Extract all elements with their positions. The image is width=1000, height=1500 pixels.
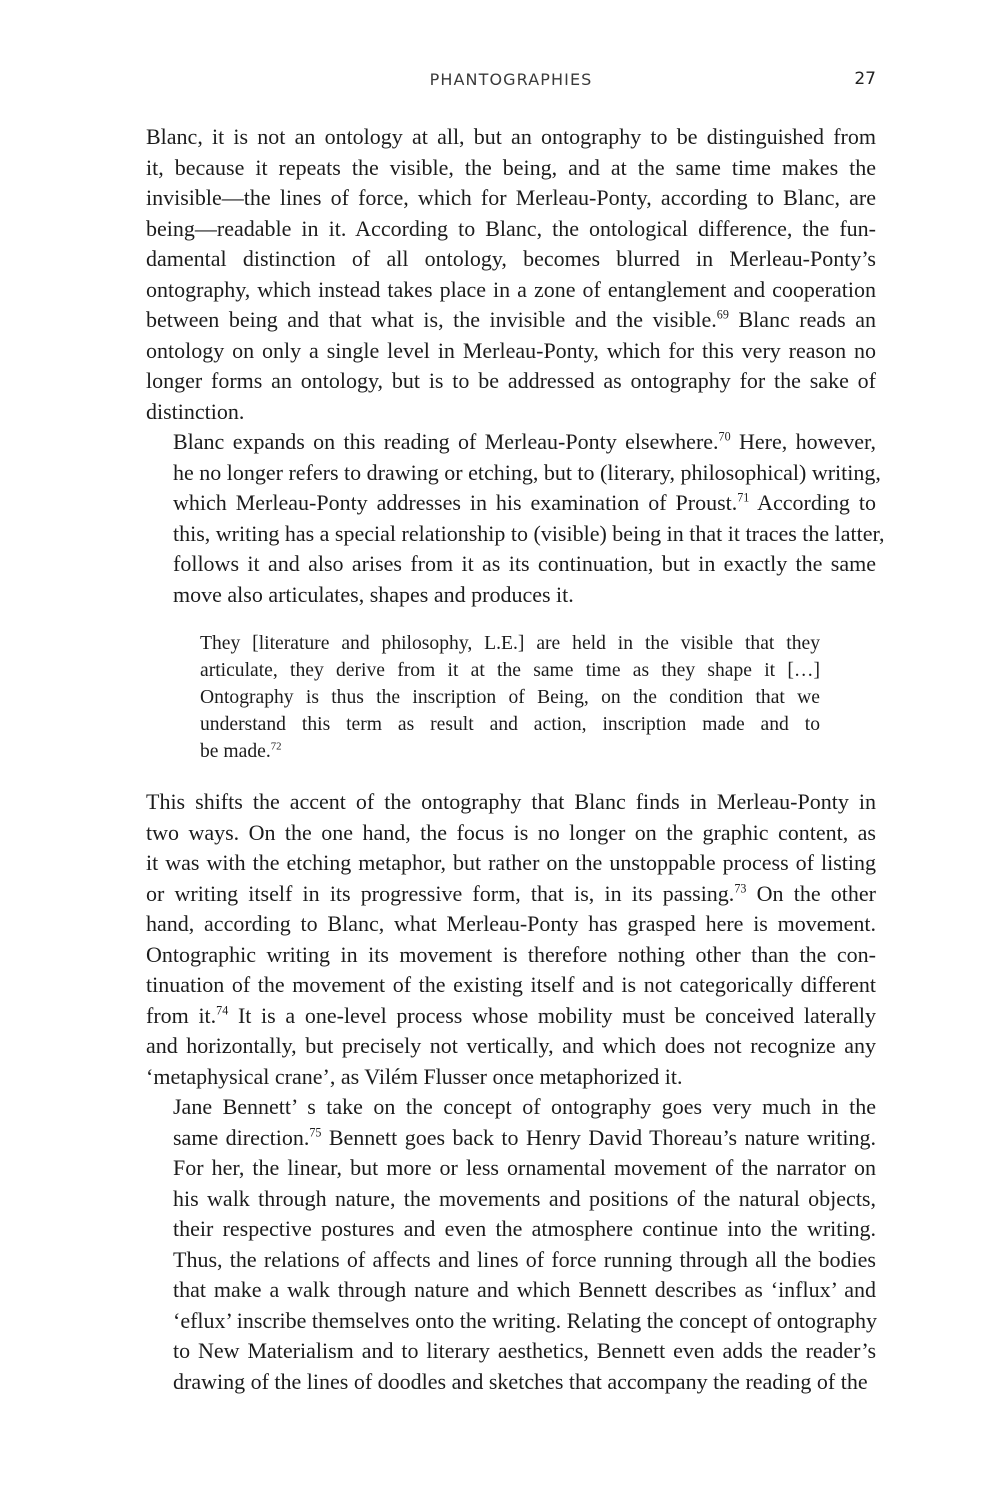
text-line: two ways. On the one hand, the focus is no longer on the graphic content, as — [146, 819, 876, 845]
page-number: 27 — [854, 69, 876, 89]
text-line: his walk through nature, the movements and positions of the natural objects, — [173, 1185, 876, 1211]
text-line: being—readable in it. According to Blanc, the ontological difference, the fun- — [146, 215, 876, 241]
text-line: he no longer refers to drawing or etching, but to (literary, philosophical) writing, — [173, 459, 881, 485]
text-line: ontology on only a single level in Merleau-Ponty, which for this very reason no — [146, 337, 876, 363]
text-line: For her, the linear, but more or less ornamental movement of the narrator on — [173, 1155, 876, 1180]
footnote-ref: 69 — [716, 307, 729, 322]
text-line: This shifts the accent of the ontography that Blanc finds in Merleau-Ponty in — [146, 789, 876, 814]
running-title: PHANTOGRAPHIES — [429, 70, 593, 89]
text-line: it was with the etching metaphor, but rather on the unstoppable process of listing — [146, 850, 876, 875]
running-header — [146, 70, 876, 98]
text-line: follows it and also arises from it as its continuation, but in exactly the same — [173, 551, 876, 576]
text-line: distinction. — [146, 398, 245, 424]
paragraph — [146, 427, 885, 610]
footnote-ref: 72 — [270, 740, 282, 753]
footnote-ref: 71 — [737, 490, 750, 505]
text-line: it, because it repeats the visible, the being, and at the same time makes the — [146, 154, 876, 180]
text-line: this, writing has a special relationship to (visible) being in that it traces the latter, — [173, 520, 885, 546]
paragraph — [146, 787, 876, 1092]
text-line: between being and that what is, the invisible and the visible.$^{69}$ Blanc reads an — [146, 307, 876, 332]
text-line: ‘metaphysical crane’, as Vilém Flusser once metaphorized it. — [146, 1063, 683, 1089]
text-line: longer forms an ontology, but is to be addressed as ontography for the sake of — [146, 368, 876, 393]
text-line: invisible—the lines of force, which for Merleau-Ponty, according to Blanc, are — [146, 185, 876, 210]
text-line: ‘eflux’ inscribe themselves onto the writing. Relating the concept of ontography — [173, 1307, 878, 1333]
text-line: Thus, the relations of affects and lines of force running through all the bodies — [173, 1246, 876, 1272]
text-line: their respective postures and even the atmosphere continue into the writing. — [173, 1216, 876, 1241]
footnote-ref: 75 — [309, 1125, 322, 1140]
text-line: ontography, which instead takes place in a zone of entanglement and cooperation — [146, 276, 876, 302]
paragraph — [146, 1092, 876, 1397]
text-line: that make a walk through nature and which Bennett describes as ‘influx’ and — [173, 1277, 876, 1302]
text-line: and horizontally, but precisely not vertically, and which does not recognize any — [146, 1033, 876, 1058]
footnote-ref: 70 — [718, 429, 731, 444]
text-line: Jane Bennett’ s take on the concept of ontography goes very much in the — [173, 1094, 876, 1119]
text-line: Ontography is thus the inscription of Being, on the condition that we — [200, 687, 820, 708]
text-line: drawing of the lines of doodles and sketches that accompany the reading of the — [173, 1368, 868, 1394]
text-line: from it.$^{74}$ It is a one-level process whose mobility must be conceived laterally — [146, 1002, 876, 1028]
text-line: or writing itself in its progressive form, that is, in its passing.$^{73}$ On the other — [146, 880, 877, 906]
text-line: same direction.$^{75}$ Bennett goes back to Henry David Thoreau’s nature writing. — [173, 1124, 876, 1150]
text-line: Ontographic writing in its movement is therefore nothing other than the con- — [146, 941, 876, 967]
text-line: tinuation of the movement of the existing itself and is not categorically different — [146, 972, 876, 997]
paragraph — [146, 122, 876, 427]
text-line: understand this term as result and action, inscription made and to — [200, 714, 820, 735]
text-line: They [literature and philosophy, L.E.] are held in the visible that they — [200, 633, 820, 654]
footnote-ref: 74 — [216, 1003, 229, 1018]
block-quote — [200, 630, 820, 765]
footnote-ref: 73 — [734, 881, 747, 896]
text-line: which Merleau-Ponty addresses in his examination of Proust.$^{71}$ According to — [173, 490, 876, 515]
text-line: Blanc, it is not an ontology at all, but an ontography to be distinguished from — [146, 124, 876, 149]
text-line: move also articulates, shapes and produces it. — [173, 581, 574, 607]
body-text — [146, 122, 885, 1397]
text-line: Blanc expands on this reading of Merleau-Ponty elsewhere.$^{70}$ Here, however, — [173, 429, 876, 454]
text-line: hand, according to Blanc, what Merleau-Ponty has grasped here is movement. — [146, 911, 876, 936]
text-line: be made.$^{72}$ — [200, 740, 282, 762]
text-line: to New Materialism and to literary aesthetics, Bennett even adds the reader’s — [173, 1338, 876, 1363]
text-line: damental distinction of all ontology, becomes blurred in Merleau-Ponty’s — [146, 246, 876, 271]
text-line: articulate, they derive from it at the same time as they shape it […] — [200, 660, 820, 681]
